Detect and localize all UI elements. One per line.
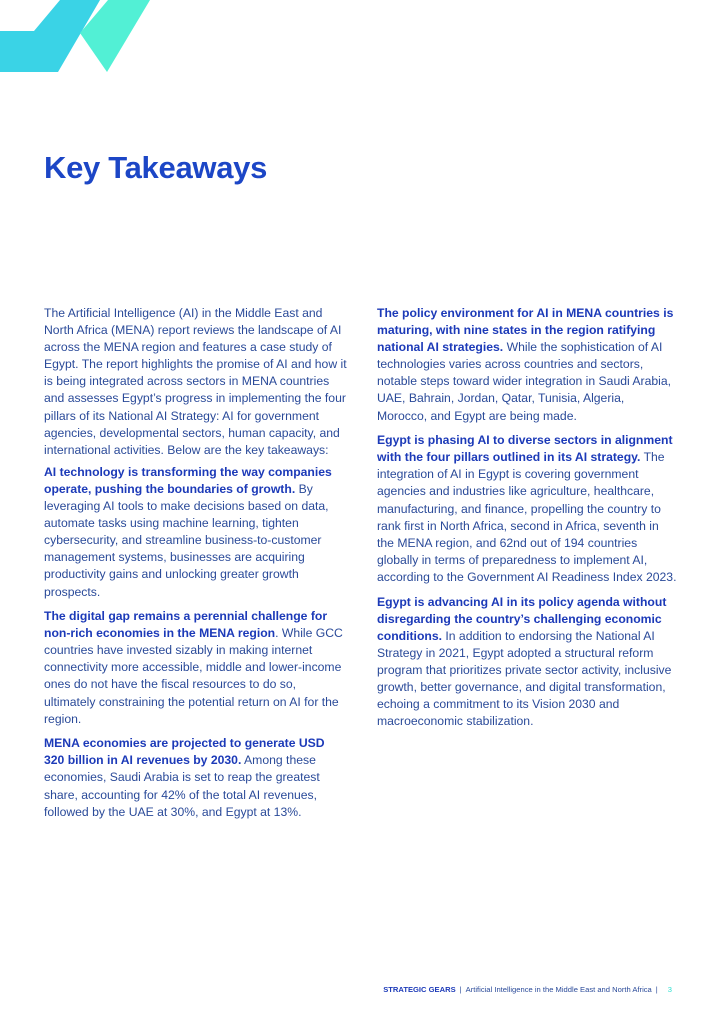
left-column [44,305,348,828]
takeaway-4 [377,305,677,425]
takeaway-1-heading: AI technology is transforming the way companies operate, pushing the boundaries of growth. [44,464,332,496]
takeaway-6 [377,594,677,731]
takeaway-3-heading: MENA economies are projected to generate USD 320 billion in AI revenues by 2030. [44,736,325,768]
footer-report-title: Artificial Intelligence in the Middle East and North Africa [465,985,652,994]
takeaway-4-text: While the sophistication of AI technologies varies across countries and sectors, notable steps toward wider integration in Saudi Arabia, UAE, Bahrain, Jordan, Qatar, Tunisia, Algeria, Morocco, and Egypt are being made. [377,340,672,423]
page-title: Key Takeaways [44,150,268,185]
takeaway-1 [44,464,348,601]
takeaway-6-text: In addition to endorsing the National AI Strategy in 2021, Egypt adopted a structural reform program that prioritizes private sector activity, inclusive growth, better governance, and digital transformation, echoing a commitment to its Vision 2030 and macroeconomic stabilization. [377,628,672,729]
brand-logo-shape [0,0,160,80]
page-footer [383,985,672,994]
takeaway-5-heading: Egypt is phasing AI to diverse sectors in alignment with the four pillars outlined in its AI strategy. [377,433,673,465]
footer-separator: | [459,985,462,994]
takeaway-4-heading: The policy environment for AI in MENA countries is maturing, with nine states in the region ratifying national AI strategies. [377,306,674,355]
takeaway-5 [377,432,677,586]
takeaway-2 [44,608,348,728]
takeaway-2-heading: The digital gap remains a perennial challenge for non-rich economies in the MENA region [44,609,328,641]
takeaway-5-text: The integration of AI in Egypt is covering government agencies and industries like agriculture, healthcare, manufacturing, and finance, propelling the country to rank first in North Africa, second in Africa, seventh in the MENA region, and 62nd out of 194 countries globally in terms of preparedness to implement AI, according to the Government AI Readiness Index 2023. [377,450,677,584]
footer-separator-2: | [655,985,658,994]
takeaway-3 [44,735,348,820]
page-number: 3 [667,985,672,994]
takeaway-1-text: By leveraging AI tools to make decisions based on data, automate tasks using machine learning, tighten cybersecurity, and streamline business-to-customer management systems, businesses are acquiring productivity gains and unlocking greater growth prospects. [44,481,329,599]
takeaway-2-text: . While GCC countries have invested sizably in making internet connectivity more accessible, middle and lower-income ones do not have the fiscal resources to do so, ultimately constraining the potential return on AI for the region. [44,626,343,726]
takeaway-3-text: Among these economies, Saudi Arabia is set to reap the greatest share, accounting for 42% of the total AI revenues, followed by the UAE at 30%, and Egypt at 13%. [44,753,320,819]
right-column [377,305,677,738]
intro-paragraph: The Artificial Intelligence (AI) in the Middle East and North Africa (MENA) report reviews the landscape of AI across the MENA region and features a case study of Egypt. The report highlights the promise of AI and how it is being integrated across sectors in MENA countries and assesses Egypt’s progress in implementing the four pillars of its National AI Strategy: AI for government agencies, developmental sectors, human capacity, and international activities. Below are the key takeaways: [44,306,347,457]
footer-brand: STRATEGIC GEARS [383,985,456,994]
takeaway-6-heading: Egypt is advancing AI in its policy agenda without disregarding the country’s challenging economic conditions. [377,594,667,643]
